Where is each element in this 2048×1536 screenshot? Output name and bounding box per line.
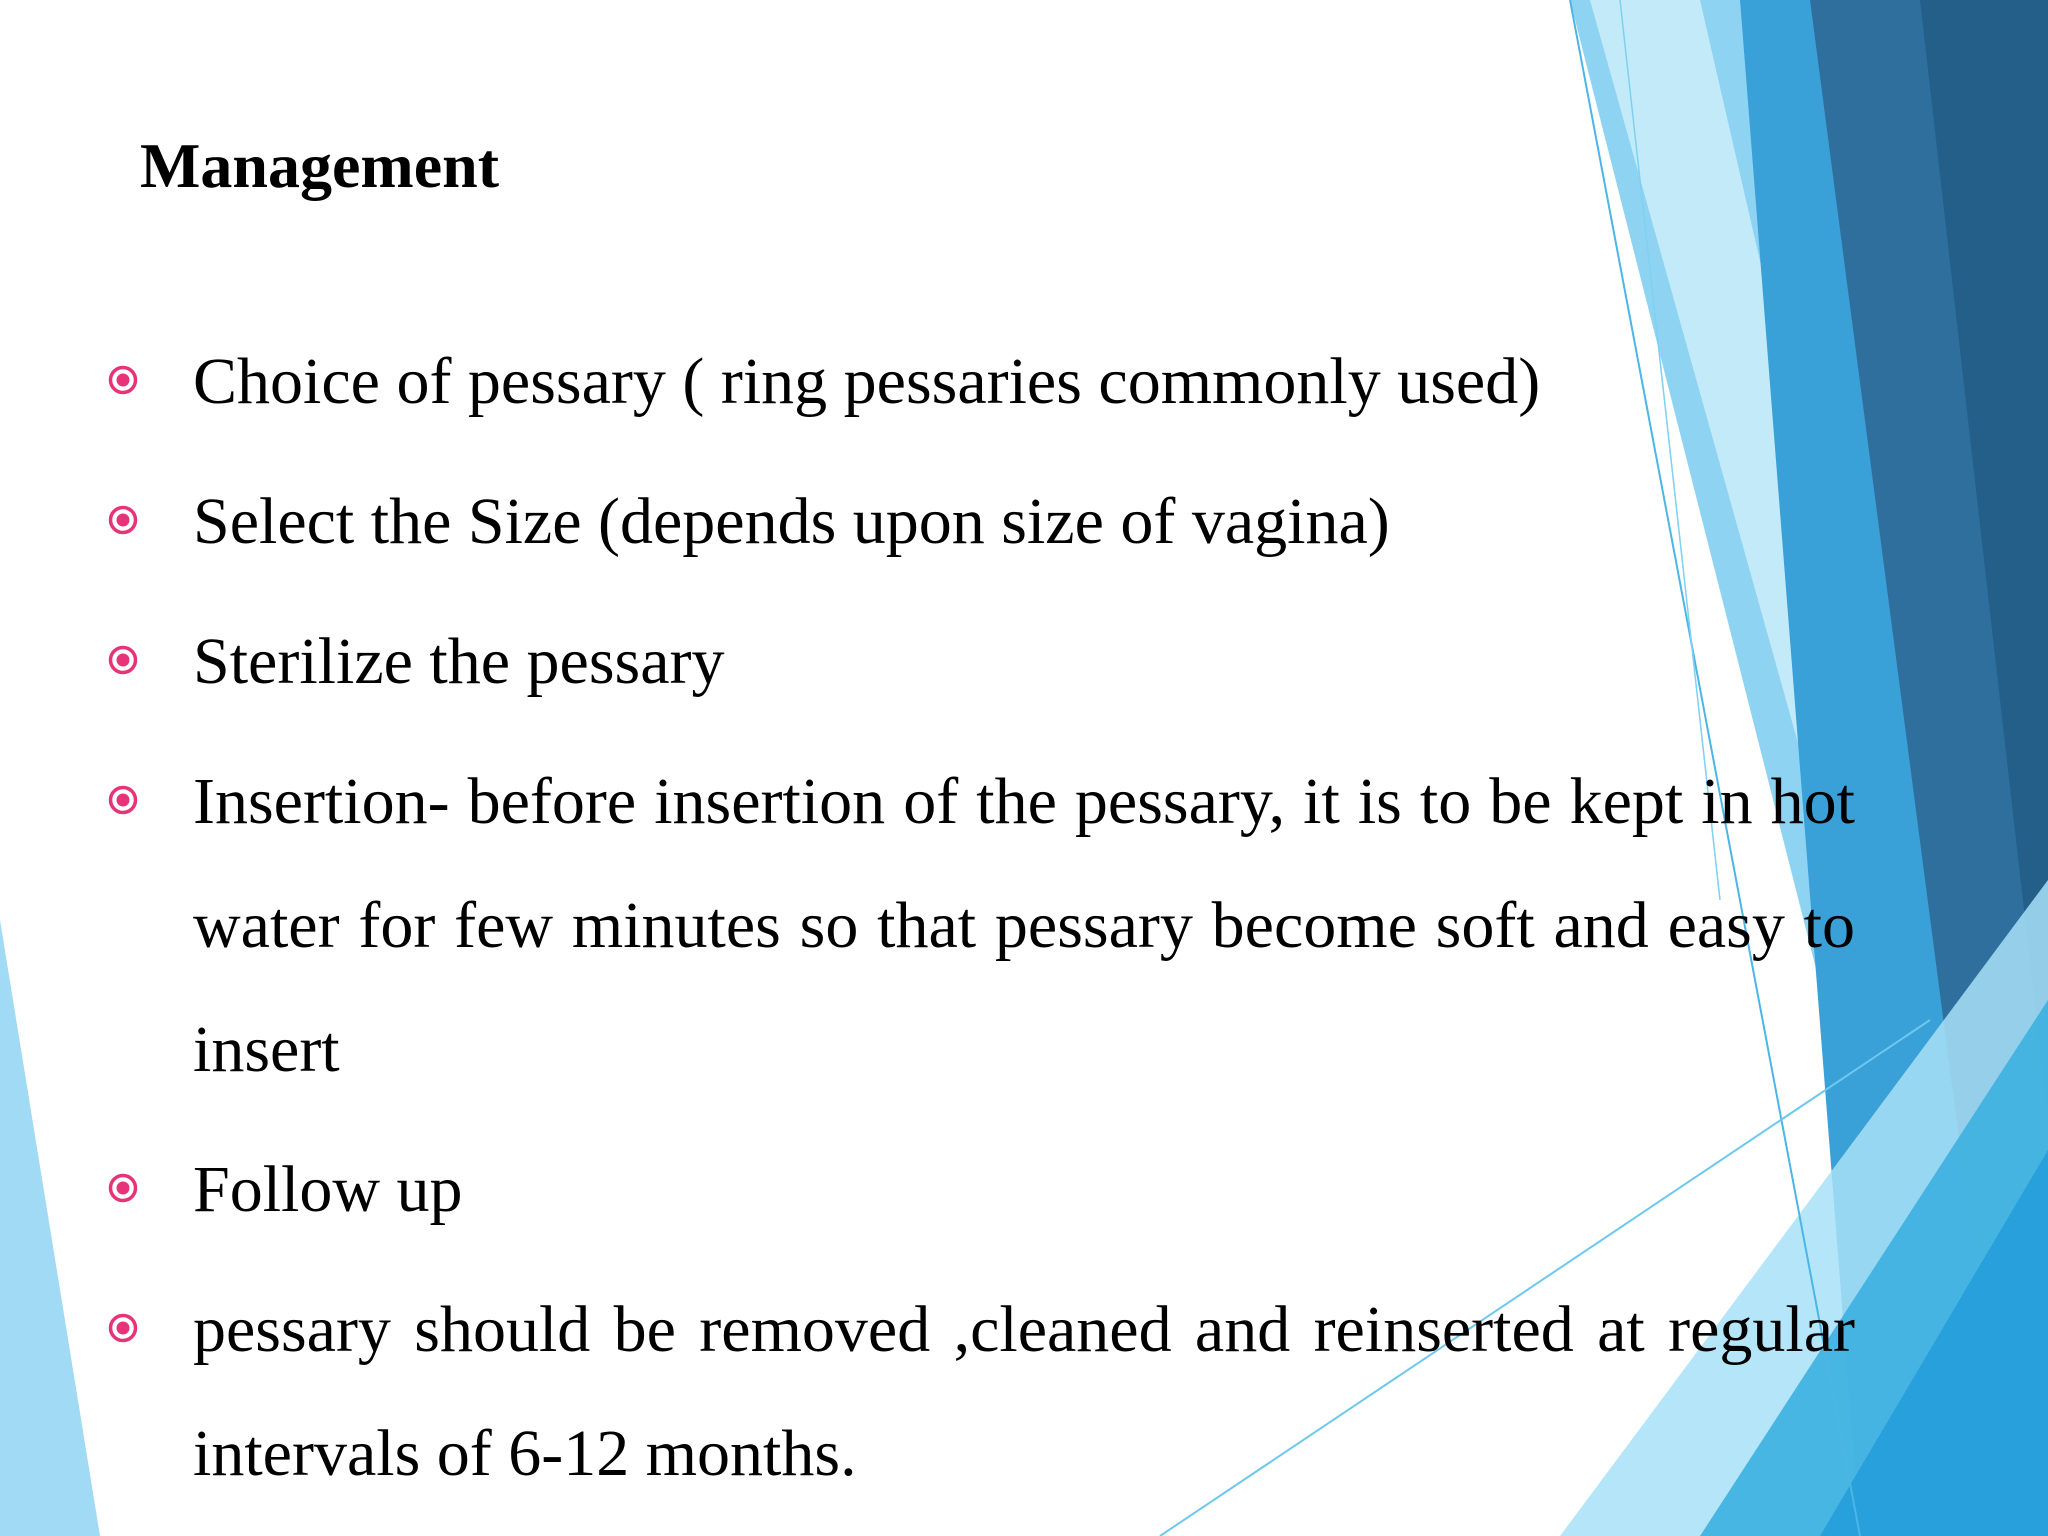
- slide-title: Management: [140, 130, 500, 201]
- bullet-item: [100, 1128, 1855, 1252]
- left-accent-shape: [0, 920, 100, 1536]
- bullet-item: [100, 460, 1855, 584]
- bullet-text: Insertion- before insertion of the pessary, it is to be kept in hot water for few minutes so that pessary become soft and easy to insert: [193, 765, 1855, 1086]
- bullet-text: Follow up: [193, 1153, 463, 1226]
- radio-bullet-icon: [108, 785, 138, 815]
- bullet-text: Select the Size (depends upon size of vagina): [193, 485, 1390, 558]
- radio-bullet-icon: [108, 1173, 138, 1203]
- bullet-text: pessary should be removed ,cleaned and reinserted at regular intervals of 6-12 months.: [193, 1293, 1855, 1490]
- bullet-item: [100, 1268, 1855, 1516]
- radio-bullet-icon: [108, 365, 138, 395]
- radio-bullet-icon: [108, 1313, 138, 1343]
- bullet-text: Sterilize the pessary: [193, 625, 725, 698]
- radio-bullet-icon: [108, 505, 138, 535]
- bullet-item: [100, 740, 1855, 1112]
- bullet-item: [100, 600, 1855, 724]
- bullet-list: [100, 320, 1855, 1532]
- radio-bullet-icon: [108, 645, 138, 675]
- bullet-item: [100, 320, 1855, 444]
- bullet-text: Choice of pessary ( ring pessaries commonly used): [193, 345, 1541, 418]
